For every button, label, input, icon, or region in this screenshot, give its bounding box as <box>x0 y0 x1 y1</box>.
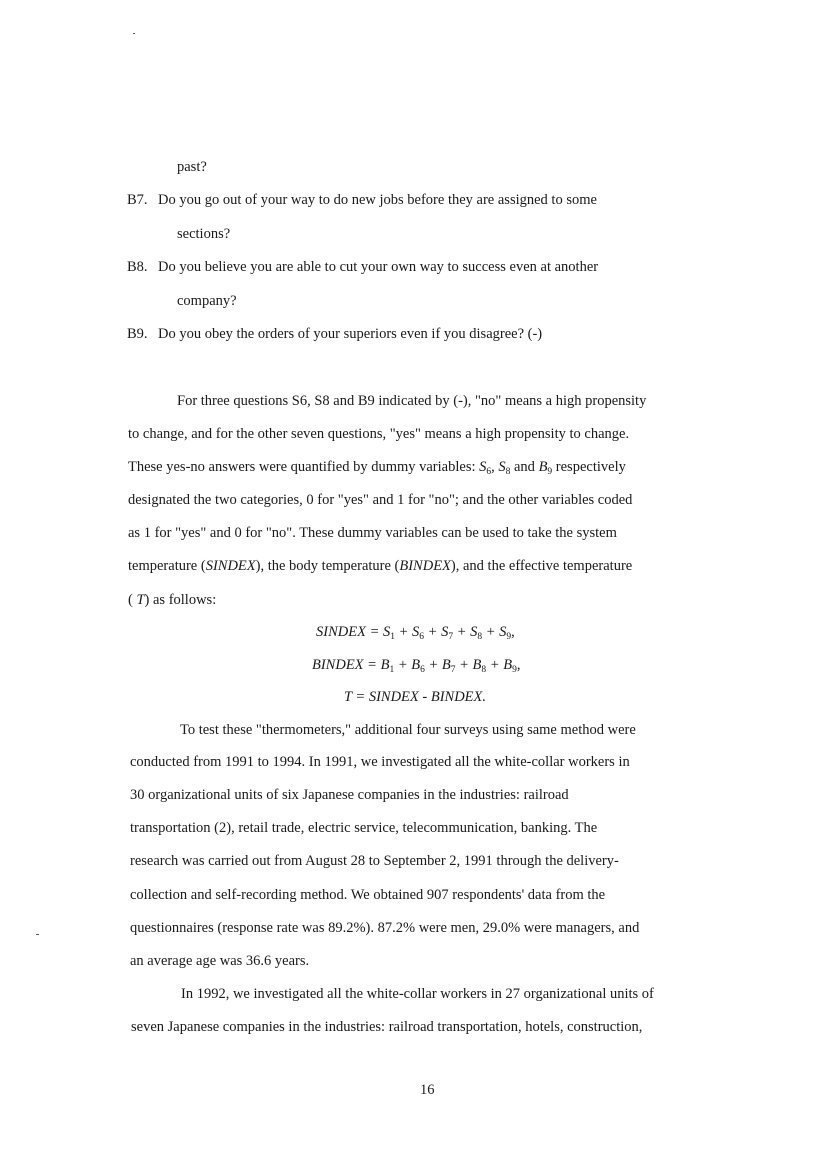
list-item-text: company? <box>177 293 237 309</box>
list-item-text: sections? <box>177 226 231 242</box>
page-number: 16 <box>420 1082 435 1098</box>
list-item-text: Do you obey the orders of your superiors even if you disagree? (-) <box>158 326 543 342</box>
list-continuation: past? <box>177 159 207 175</box>
text-line: to change, and for the other seven questions, "yes" means a high propensity to change. <box>128 426 630 442</box>
list-item-number: B7. <box>127 192 148 208</box>
text-line: In 1992, we investigated all the white-collar workers in 27 organizational units of <box>181 986 654 1002</box>
text-line: transportation (2), retail trade, electric service, telecommunication, banking. The <box>130 820 598 836</box>
text-line: as 1 for "yes" and 0 for "no". These dummy variables can be used to take the system <box>128 525 617 541</box>
scan-speck <box>36 934 39 935</box>
text-line: temperature (SINDEX), the body temperature (BINDEX), and the effective temperature <box>128 558 633 574</box>
equation-sindex: SINDEX = $S_1 + S_6 + S_7 + S_8 + S_9$, <box>316 624 515 642</box>
list-item-number: B8. <box>127 259 148 275</box>
scan-speck <box>133 33 135 34</box>
list-item-text: Do you believe you are able to cut your own way to success even at another <box>158 259 599 275</box>
list-item-number: B9. <box>127 326 148 342</box>
text-line: To test these "thermometers," additional four surveys using same method were <box>180 722 636 738</box>
text-line: For three questions S6, S8 and B9 indicated by (-), "no" means a high propensity <box>177 393 647 409</box>
equation-bindex: BINDEX = $B_1 + B_6 + B_7 + B_8 + B_9$, <box>312 657 521 675</box>
text-line: research was carried out from August 28 to September 2, 1991 through the delivery- <box>130 853 619 869</box>
text-line: seven Japanese companies in the industries: railroad transportation, hotels, construction, <box>131 1019 643 1035</box>
text-line: conducted from 1991 to 1994. In 1991, we investigated all the white-collar workers in <box>130 754 630 770</box>
text-line: collection and self-recording method. We obtained 907 respondents' data from the <box>130 887 606 903</box>
text-line: questionnaires (response rate was 89.2%). 87.2% were men, 29.0% were managers, and <box>130 920 640 936</box>
list-item-text: Do you go out of your way to do new jobs before they are assigned to some <box>158 192 597 208</box>
text-line: 30 organizational units of six Japanese companies in the industries: railroad <box>130 787 569 803</box>
text-line: These yes-no answers were quantified by dummy variables: $S_6$, $S_8$ and $B_9$ respectively <box>128 459 626 477</box>
text-line: designated the two categories, 0 for "yes" and 1 for "no"; and the other variables coded <box>128 492 633 508</box>
text-line: an average age was 36.6 years. <box>130 953 310 969</box>
text-line: ( T) as follows: <box>128 592 217 608</box>
equation-t: T = SINDEX - BINDEX. <box>344 689 487 705</box>
